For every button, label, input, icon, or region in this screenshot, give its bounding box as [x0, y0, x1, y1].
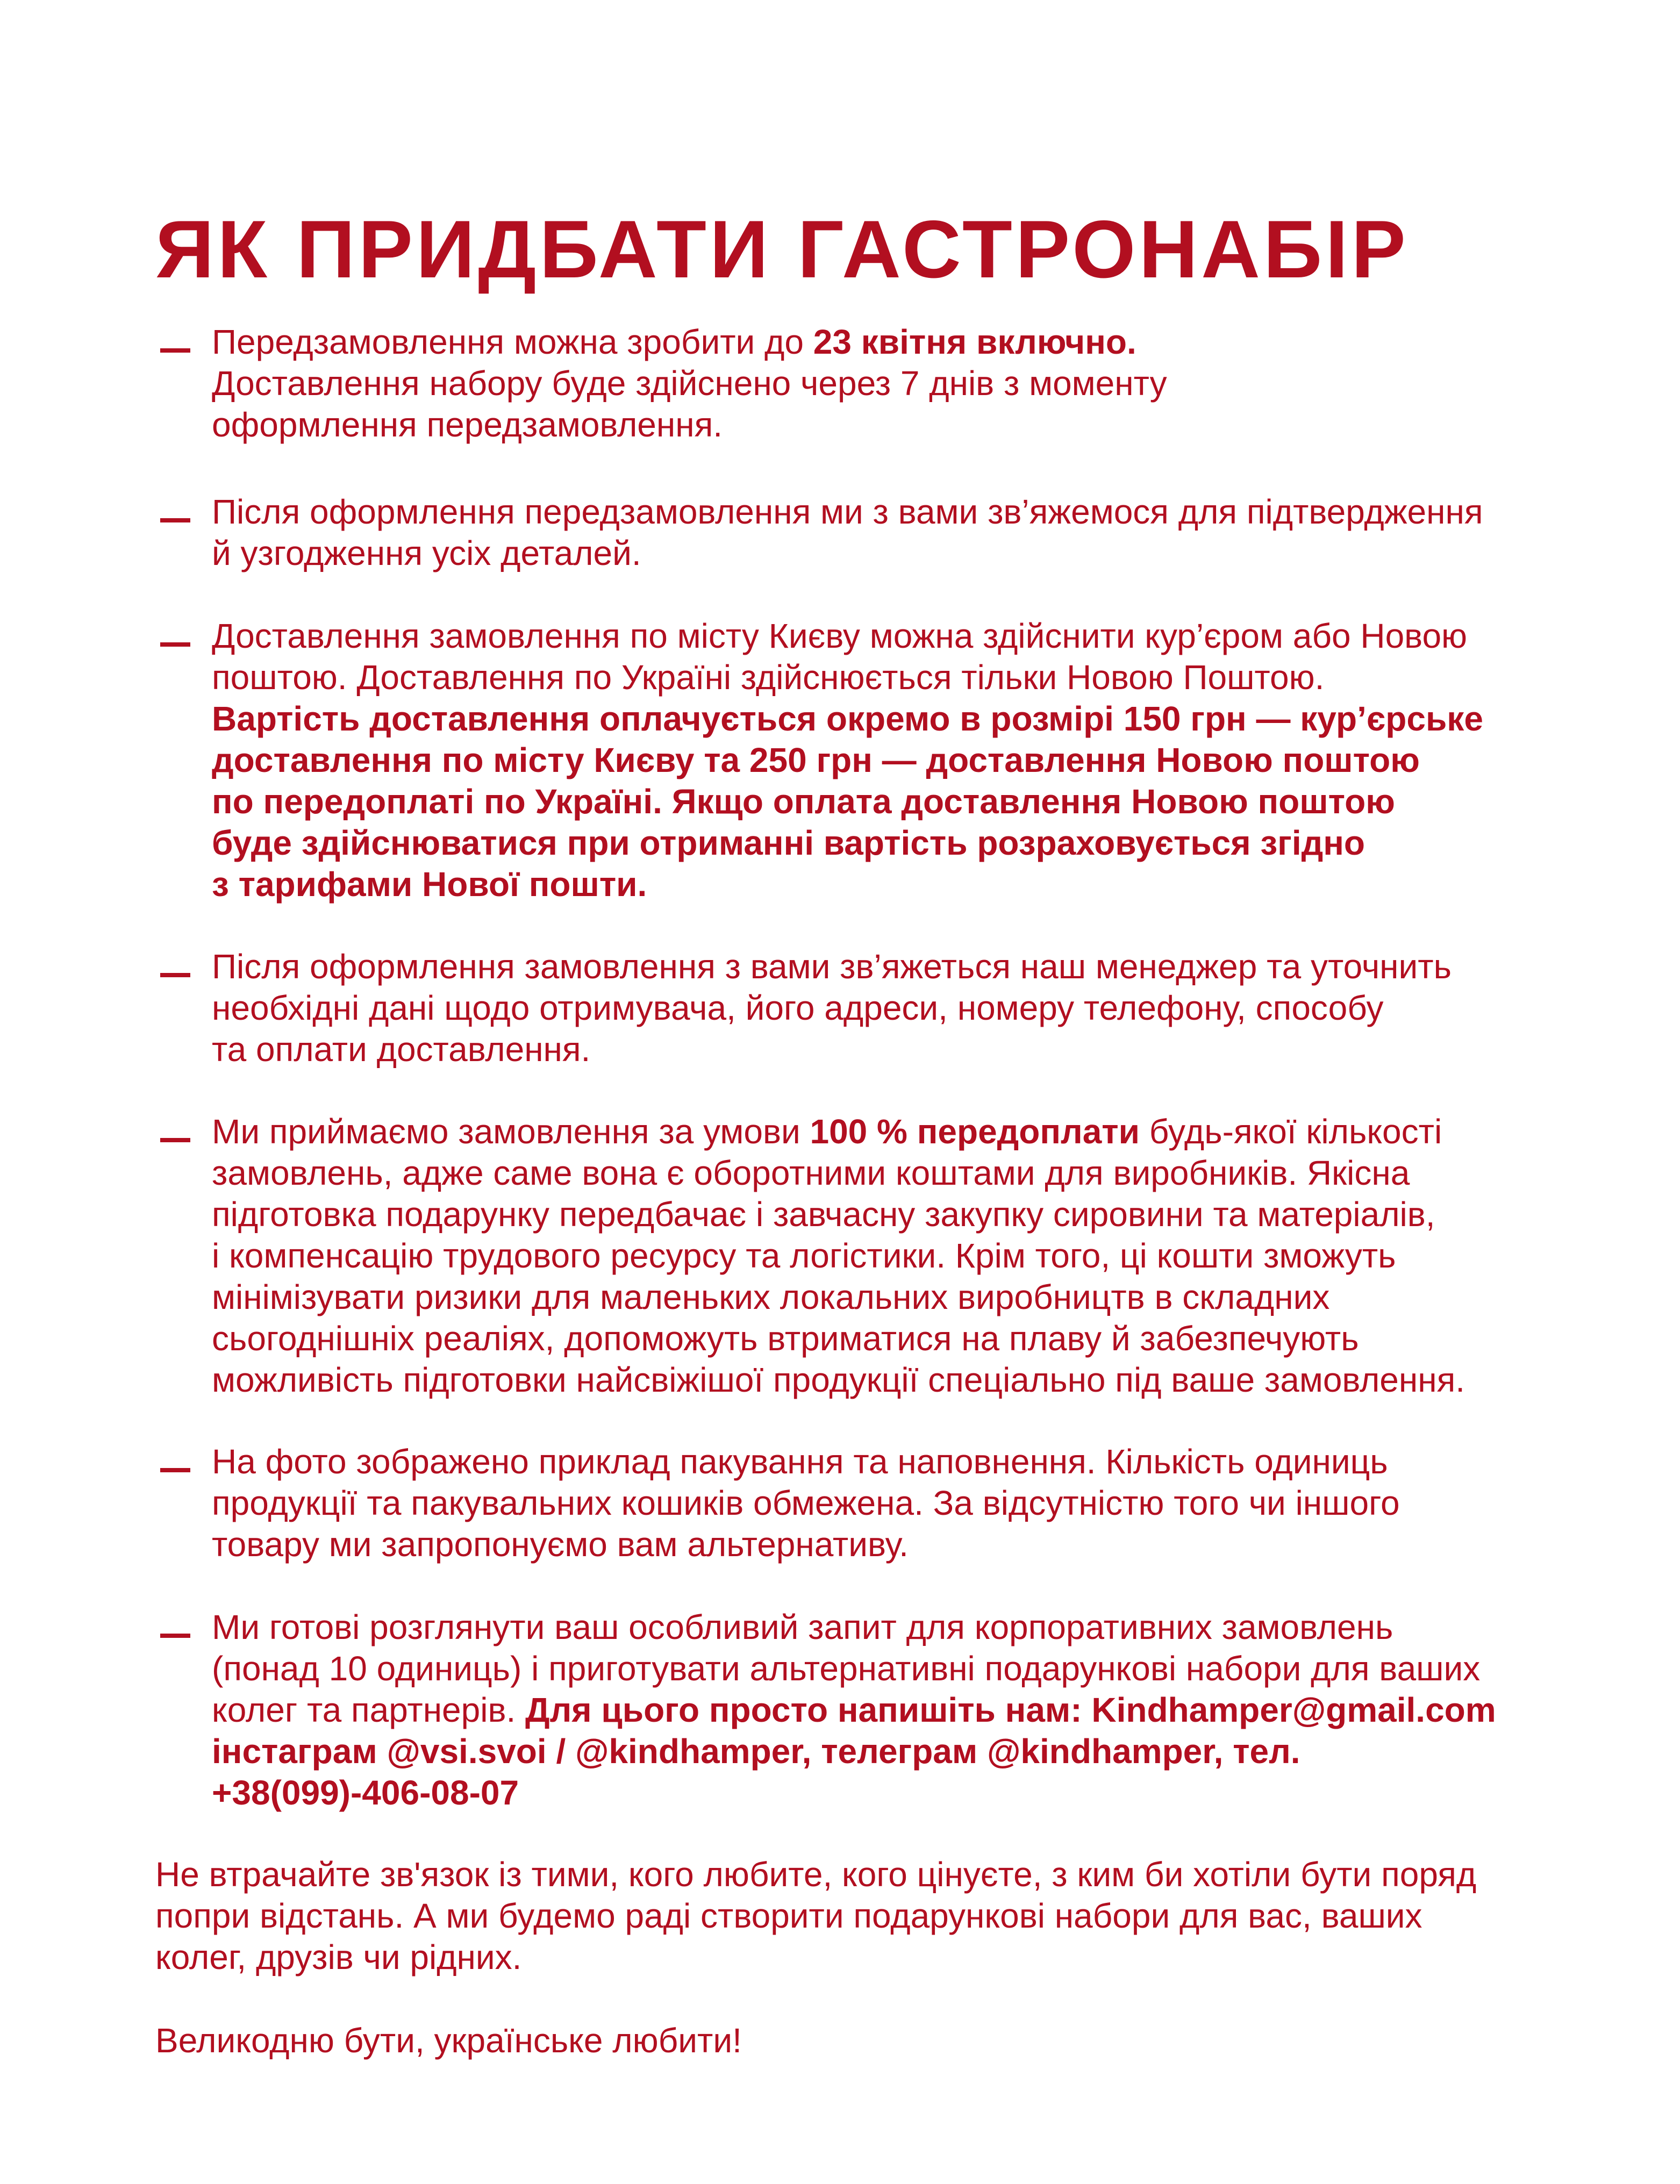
contact-email: Для цього просто напишіть нам: Kindhamper@gmail.com: [525, 1691, 1496, 1729]
bullet-dash: [160, 1138, 190, 1142]
text-line: і компенсацію трудового ресурсу та логістики. Крім того, ці кошти зможуть: [212, 1236, 1396, 1275]
text-line: й узгодження усіх деталей.: [212, 534, 641, 572]
closing-paragraph: [155, 1854, 1476, 1978]
list-item: [155, 615, 1532, 905]
text-line: продукції та пакувальних кошиків обмежена. За відсутністю того чи іншого: [212, 1484, 1400, 1522]
bullet-dash: [160, 1634, 190, 1638]
text-line: Після оформлення передзамовлення ми з вами зв’яжемося для підтвердження: [212, 492, 1483, 531]
text-line: та оплати доставлення.: [212, 1030, 591, 1069]
text-line: поштою. Доставлення по Україні здійснюється тільки Новою Поштою.: [212, 658, 1325, 697]
bold-text-line: з тарифами Нової пошти.: [212, 865, 647, 904]
bullet-dash: [160, 348, 190, 353]
text-line: Після оформлення замовлення з вами зв’яжеться наш менеджер та уточнить: [212, 947, 1452, 986]
text-line: сьогоднішніх реаліях, допоможуть втриматися на плаву й забезпечують: [212, 1319, 1359, 1358]
text-line: мінімізувати ризики для маленьких локальних виробництв в складних: [212, 1278, 1330, 1316]
text-line: колег, друзів чи рідних.: [155, 1938, 522, 1977]
text-line: Ми готові розглянути ваш особливий запит для корпоративних замовлень: [212, 1608, 1393, 1646]
text-line: можливість підготовки найсвіжішої продукції спеціально під ваше замовлення.: [212, 1360, 1465, 1399]
text-line: попри відстань. А ми будемо раді створити подарункові набори для вас, ваших: [155, 1896, 1422, 1935]
text-line: колег та партнерів. Для цього просто напишіть нам: Kindhamper@gmail.com: [212, 1691, 1496, 1729]
text-line: необхідні дані щодо отримувача, його адреси, номеру телефону, способу: [212, 989, 1384, 1027]
text-line: замовлень, адже саме вона є оборотними коштами для виробників. Якісна: [212, 1154, 1410, 1192]
page-title: ЯК ПРИДБАТИ ГАСТРОНАБІР: [155, 204, 1409, 295]
bold-text-line: буде здійснюватися при отриманні вартість розраховується згідно: [212, 824, 1365, 862]
text-line: (понад 10 одиниць) і приготувати альтернативні подарункові набори для ваших: [212, 1649, 1481, 1688]
contact-socials: інстаграм @vsi.svoi / @kindhamper, телеграм @kindhamper, тел.: [212, 1732, 1300, 1771]
text-line: На фото зображено приклад пакування та наповнення. Кількість одиниць: [212, 1442, 1388, 1481]
bullet-dash: [160, 1468, 190, 1472]
bullet-dash: [160, 973, 190, 977]
list-item-text: [212, 1111, 1532, 1401]
list-item-text: [212, 946, 1532, 1070]
slogan: Великодню бути, українське любити!: [155, 2021, 742, 2060]
text-line: Доставлення набору буде здійснено через 7 днів з моменту: [212, 364, 1167, 403]
list-item-text: [212, 491, 1532, 574]
text-line: оформлення передзамовлення.: [212, 405, 723, 444]
bold-text-line: доставлення по місту Києву та 250 грн — доставлення Новою поштою: [212, 741, 1420, 779]
text-line: Передзамовлення можна зробити до 23 квітня включно.: [212, 323, 1136, 361]
text-line: товару ми запропонуємо вам альтернативу.: [212, 1525, 909, 1564]
list-item: [155, 491, 1532, 574]
list-item-text: [212, 321, 1532, 446]
list-item: [155, 1607, 1532, 1814]
text-line: Доставлення замовлення по місту Києву можна здійснити кур’єром або Новою: [212, 617, 1468, 655]
bold-text-line: по передоплаті по Україні. Якщо оплата доставлення Новою поштою: [212, 782, 1395, 821]
bullet-dash: [160, 518, 190, 522]
contact-phone: +38(099)-406-08-07: [212, 1773, 519, 1812]
text-line: Ми приймаємо замовлення за умови 100 % передоплати будь-якої кількості: [212, 1112, 1442, 1151]
list-item: [155, 1441, 1532, 1565]
list-item: [155, 1111, 1532, 1401]
text-line: підготовка подарунку передбачає і завчасну закупку сировини та матеріалів,: [212, 1195, 1435, 1234]
list-item-text: [212, 615, 1532, 905]
bold-text-line: Вартість доставлення оплачується окремо в розмірі 150 грн — кур’єрське: [212, 699, 1483, 738]
list-item-text: [212, 1607, 1532, 1814]
bold-text: 23 квітня включно.: [813, 323, 1136, 361]
bold-text: 100 % передоплати: [810, 1112, 1140, 1151]
list-item: [155, 946, 1532, 1070]
list-item-text: [212, 1441, 1532, 1565]
list-item: [155, 321, 1532, 446]
bullet-dash: [160, 642, 190, 647]
text-line: Не втрачайте зв'язок із тими, кого любите, кого цінуєте, з ким би хотіли бути поряд: [155, 1855, 1477, 1894]
